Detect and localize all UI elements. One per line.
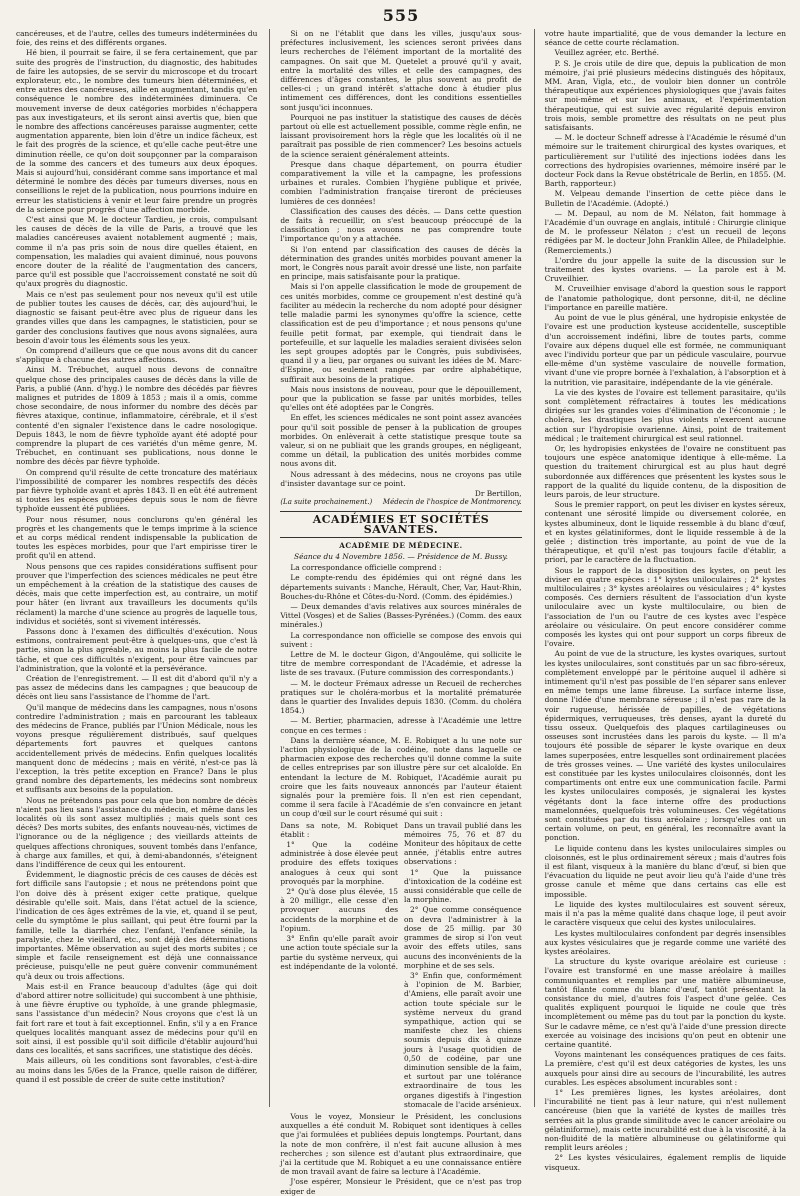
paragraph: J'ose espérer, Monsieur le Président, que ce n'est pas trop exiger de — [280, 1177, 522, 1196]
paragraph: Les kystes multiloculaires confondent par degrés insensibles aux kystes vésiculaires que je regarde comme une variété des kystes aréolaires. — [544, 928, 786, 956]
paragraph: Le liquide des kystes multiloculaires est souvent séreux, mais il n'a pas la même qualité dans chaque loge, il peut avoir le caractère visqueux que celui des kystes uniloculaires. — [544, 899, 786, 928]
paragraph: cancéreuses, et de l'autre, celles des tumeurs indéterminées du foie, des reins et des différents organes. — [16, 29, 258, 48]
author-signature: Dr Bertillon, — [474, 488, 522, 498]
paragraph: La vie des kystes de l'ovaire est tellement parasitaire, qu'ils sont complètement réfractaires à toutes les médications dirigées sur les grandes voies d'élimination de l'économie ; le choléra, les drastiques les plus violents n'exercent aucune action sur l'hydropisie ovarienne. Ainsi, point de traitement médical ; le traitement chirurgical est seul rationnel. — [544, 387, 786, 443]
paragraph: Sous le premier rapport, on peut les diviser en kystes séreux, contenant une sérosité limpide ou diversement colorée, en kystes albumineux, dont le liquide ressemble à du blanc d'œuf, et en kystes gélatiniformes, dont le liquide ressemble à de la gelée ; distinction très importante, au point de vue de la thérapeutique, et qu'il n'est pas toujours facile d'établir, a priori, par le caractère de la fluctuation. — [544, 500, 786, 565]
paragraph: Dans la dernière séance, M. E. Robiquet a lu une note sur l'action physiologique de la codéine, note dans laquelle ce pharmacien expose des recherches qu'il donne comme la suite de celles entreprises par son illustre père sur cet alcaloïde. En entendant la lecture de M. Robiquet, l'Académie aurait pu croire que les faits nouveaux annoncés par l'auteur étaient signalés pour la première fois. Il n'en est rien cependant, comme il sera facile à l'Académie de s'en convaincre en jetant un coup d'œil sur le court résumé qui suit : — [280, 735, 522, 819]
paragraph: 1° Les premières lignes, les kystes aréolaires, dont l'incurabilité ne tient pas à leur nature, qui n'est nullement cancéreuse (bien que la variété de kystes de mailles très serrées ait la plus grande similitude avec le cancer aréolaire ou gélatiniforme), mais cette incurabilité est due à la viscosité, à la non-fluidité de la matière albumineuse ou gélatiniforme qui remplit leurs aréoles ; — [544, 1087, 786, 1153]
paragraph: Classification des causes des décès. — Dans cette question de faits à recueillir, on s'est beaucoup préoccupé de la classification ; nous avouons ne pas comprendre toute l'importance qu'on y a attachée. — [280, 206, 522, 244]
list-item: 3° Enfin qu'elle paraît avoir une action toute spéciale sur la partie du système nerveux, qui est indépendante de la volonté. — [280, 934, 398, 971]
list-item: 3° Enfin que, conformément à l'opinion de M. Barbier, d'Amiens, elle paraît avoir une action toute spéciale sur le système nerveux du grand sympathique, action qui se manifeste chez les chiens soumis depuis dix à quinze jours à l'usage quotidien de 0,50 de codéine, par une diminution sensible de la faim, et surtout par une tolérance extraordinaire de tous les organes digestifs à l'ingestion stomacale de l'acide arsénieux. — [404, 970, 522, 1109]
comparison-right — [404, 821, 522, 1110]
list-intro: Dans sa note, M. Robiquet établit : — [280, 820, 398, 839]
paragraph: Hé bien, il pourrait se faire, il se fera certainement, que par suite des progrès de l'instruction, du diagnostic, des habitudes de faire les autopsies, de se servir du microscope et du trocart explorateur, etc., le nombre des tumeurs bien déterminées, et entre autres des cancéreuses, aille en augmentant, tandis qu'en conséquence le nombre des indéterminées diminuera. Ce mouvement inverse de deux catégories morbides n'échappera pas aux investigateurs, et ils seront ainsi avertis que, bien que le nombre des affections cancéreuses paraisse augmenter, cette augmentation apparente, bien loin d'être un indice fâcheux, est le fait des progrès de la science, et qu'elle cache peut-être une diminution réelle, ce qu'on doit soupçonner par la comparaison de la somme des cancers et des tumeurs aux deux époques. Mais si aujourd'hui, considérant comme sans importance et mal déterminé le nombre des décès par tumeurs diverses, nous en conseillions le rejet de la publication, nous pourrions induire en erreur les statisticiens à venir et leur faire prendre un progrès de la science pour progrès d'une affection morbide. — [16, 48, 258, 214]
paragraph: La structure du kyste ovarique aréolaire est curieuse : l'ovaire est transformé en une masse aréolaire à mailles communiquantes et remplies par une matière albumineuse, tantôt filante comme du blanc d'œuf, tantôt présentant la consistance du miel, d'autres fois l'aspect d'une gelée. Ces qualités expliquent pourquoi le liquide ne coule que très incomplètement ou même pas du tout par la ponction du kyste. Sur le cadavre même, ce n'est qu'à l'aide d'une pression directe exercée au voisinage des incisions qu'on peut en obtenir une certaine quantité. — [544, 957, 786, 1049]
paragraph: Pourquoi ne pas instituer la statistique des causes de décès partout où elle est actuellement possible, comme règle enfin, ne laissant provisoirement hors la règle que les localités où il ne paraîtrait pas possible de rien commencer? Les besoins actuels de la science seraient généralement atteints. — [280, 112, 522, 159]
column-1 — [16, 29, 257, 1107]
paragraph: Sous le rapport de la disposition des kystes, on peut les diviser en quatre espèces : 1° kystes uniloculaires ; 2° kystes multiloculaires ; 3° kystes aréolaires ou vésiculaires ; 4° kystes composés. Ces derniers résultent de l'association d'un kyste uniloculaire avec un kyste multiloculaire, ou bien de l'association de l'un ou l'autre de ces kystes avec l'espèce aréolaire ou vésiculaire. On peut encore considérer comme composés les kystes qui ont pour support un corps fibreux de l'ovaire. — [544, 565, 786, 649]
paragraph: En effet, les sciences médicales ne sont point assez avancées pour qu'il soit possible de penser à la publication de groupes morbides. On enlèverait à cette statistique presque toute sa valeur, si on ne publiait que les grands groupes, en négligeant, comme un détail, la publication des unités morbides comme nous avons dit. — [280, 413, 522, 469]
comparison-columns — [280, 821, 521, 1110]
paragraph: 2° Les kystes vésiculaires, également remplis de liquide visqueux. — [544, 1153, 786, 1172]
paragraph: Mais est-il en France beaucoup d'adultes (âge qui doit d'abord attirer notre sollicitude) qui succombent à une phthisie, à une fièvre éruptive ou typhoïde, à une grande phlegmasie, sans l'assistance d'un médecin? Nous croyons que c'est là un fait fort rare et tout à fait exceptionnel. Enfin, s'il y a en France quelques localités manquant assez de médecins pour qu'il en soit ainsi, il est possible qu'il soit difficile d'établir aujourd'hui dans ces localités, et sans sacrifices, une statistique des décès. — [16, 981, 258, 1056]
comparison-left — [280, 821, 398, 1110]
paragraph: M. Velpeau demande l'insertion de cette pièce dans le Bulletin de l'Académie. (Adopté.) — [544, 189, 786, 208]
paragraph: Lettre de M. le docteur Gigon, d'Angoulême, qui sollicite le titre de membre correspondant de l'Académie, et adresse la liste de ses travaux. (Future commission des correspondants.) — [280, 650, 522, 678]
paragraph: M. Cruveilhier envisage d'abord la question sous le rapport de l'anatomie pathologique, dont personne, dit-il, ne décline l'importance en pareille matière. — [544, 284, 786, 312]
paragraph: Qu'il manque de médecins dans les campagnes, nous n'osons contredire l'administration ; mais en parcourant les tableaux des médecins de France, publiés par l'Union Médicale, nous les voyons presque régulièrement distribués, sauf quelques départements fort pauvres et quelques cantons accidentellement privés de médecins. Enfin quelques localités manquent donc de médecins ; mais en vérité, n'est-ce pas là l'exception, la très petite exception en France? Dans le plus grand nombre des départements, les médecins sont nombreux et suffisants aux besoins de la population. — [16, 702, 258, 795]
paragraph: Au point de vue de la structure, les kystes ovariques, surtout les kystes uniloculaires, sont constitués par un sac fibro-séreux, complètement enveloppé par le péritoine auquel il adhère si intimement qu'il n'est pas possible de l'en séparer sans enlever en même temps une lame fibreuse. La surface interne lisse, donne l'idée d'une membrane séreuse ; il n'est pas rare de la voir rugueuse, hérissée de papilles, de végétations épidermiques, verruqueuses, très denses, ayant la dureté du tissu osseux. Quelquefois des plaques cartilagineuses ou osseuses sont incrustées dans les parois du kyste. — Il m'a toujours été possible de séparer le kyste ovarique en deux lames superposées, entre lesquelles sont ordinairement placées de très grosses veines. — Une variété des kystes uniloculaires est constituée par les kystes uniloculaires cloisonnés, dont les compartiments ont entre eux une communication facile. Parmi les kystes uniloculaires composés, je signalerai les kystes végétants dont la face interne offre des productions mamelonnées, quelquefois très volumineuses. Ces végétations sont constituées par du tissu aréolaire ; lorsqu'elles ont un certain volume, on peut, en général, les reconnaître avant la ponction. — [544, 649, 786, 843]
paragraph: Veuillez agréer, etc. Berthé. — [554, 48, 659, 58]
column-2 — [269, 29, 522, 1196]
paragraph: — M. Depaul, au nom de M. Nélaton, fait hommage à l'Académie d'un ouvrage en anglais, intitulé : Chirurgie clinique de M. le professeur Nélaton ; c'est un recueil de leçons rédigées par M. le docteur John Franklin Allee, de Philadelphie. (Remerciements.) — [544, 208, 786, 255]
paragraph: Mais ailleurs, où les conditions sont favorables, c'est-à-dire au moins dans les 5/6es de la France, quelle raison de différer, quand il est possible de créer de suite cette institution? — [16, 1056, 258, 1084]
author-title: Médecin de l'hospice de Montmorency. — [382, 498, 522, 507]
list-item: 2° Qu'à dose plus élevée, 15 à 20 milligr., elle cesse d'en provoquer aucuns des accidents de la morphine et de l'opium. — [280, 887, 398, 933]
session-info: Séance du 4 Novembre 1856. — Présidence de M. Bussy. — [294, 551, 508, 561]
paragraph: Vous le voyez, Monsieur le Président, les conclusions auxquelles a été conduit M. Robiquet sont identiques à celles que j'ai formulées et publiées depuis longtemps. Pourtant, dans la note de mon confrère, il n'est fait aucune allusion à mes recherches ; son silence est d'autant plus extraordinaire, que j'ai la certitude que M. Robiquet a eu une connaissance entière de mon travail avant de faire sa lecture à l'Académie. — [280, 1111, 522, 1177]
paragraph: votre haute impartialité, que de vous demander la lecture en séance de cette courte réclamation. — [544, 29, 786, 48]
paragraph: Nous ne prétendons pas pour cela que bon nombre de décès n'aient pas lieu sans l'assistance du médecin, et même dans les localités où ils sont assez multipliés ; mais quels sont ces décès? Des morts subites, des enfants nouveau-nés, victimes de l'ignorance ou de la négligence ; des vieillards atteints de quelques affections chroniques, souvent tombés dans l'enfance, à charge aux familles, et qui, à demi-abandonnés, s'éteignent dans l'indifférence de ceux qui les entourent. — [16, 795, 258, 870]
paragraph: Presque dans chaque département, on pourra étudier comparativement la ville et la campagne, les professions urbaines et rurales. Combien l'hygiène publique et privée, combien l'administration française tireront de précieuses lumières de ces données! — [280, 159, 522, 206]
paragraph: Or, les hydropisies enkystées de l'ovaire ne constituent pas toujours une espèce anatomique identique à elle-même. La question du traitement chirurgical est au plus haut degré subordonnée aux différences que présentent les kystes sous le rapport de la qualité du liquide contenu, de la disposition de leurs parois, de leur structure. — [544, 443, 786, 499]
section-title: ACADÉMIES ET SOCIÉTÉS SAVANTES. — [280, 511, 521, 537]
paragraph: Ainsi M. Trébuchet, auquel nous devons de connaître quelque chose des principales causes de décès dans la ville de Paris, a publié (Ann. d'hyg.) le nombre des décédés par fièvres malignes et putrides de 1809 à 1853 ; mais il a omis, comme chose secondaire, de nous informer du nombre des décès par fièvres ataxique, continue, inflammatoire, cérébrale, et il s'est contenté d'en signaler l'existence dans le cadre nosologique. Depuis 1843, le nom de fièvre typhoïde ayant été adopté pour comprendre la plupart de ces variétés d'un même genre, M. Trébuchet, en continuant ses publications, nous donne le nombre des décès par fièvre typhoïde. — [16, 365, 258, 467]
paragraph: Nous adressant à des médecins, nous ne croyons pas utile d'insister davantage sur ce point. — [280, 469, 522, 488]
paragraph: Au point de vue le plus général, une hydropisie enkystée de l'ovaire est une production kysteuse accidentelle, susceptible d'un accroissement indéfini, libre de toutes parts, comme l'ovaire aux dépens duquel elle est formée, ne communiquant avec l'individu porteur que par un pédicule vasculaire, pourvue elle-même d'un système vasculaire de nouvelle formation, vivant d'une vie propre bornée à l'exhalation, à l'absorption et à la nutrition, vie parasitaire, indépendante de la vie générale. — [544, 313, 786, 387]
column-3 — [534, 29, 786, 1172]
paragraph: Nous pensons que ces rapides considérations suffisent pour prouver que l'imperfection des sciences médicales ne peut être un empêchement à la création de la statistique des causes de décès, mais que cette imperfection est, au contraire, un motif pour hâter (en livrant aux travailleurs les documents qu'ils réclament) la marche d'une science au progrès de laquelle tous, individus et sociétés, sont si vivement intéressés. — [16, 561, 258, 626]
list-item: 1° Que la codéine administrée à dose élevée peut produire des effets toxiques analogues à ceux qui sont provoqués par la morphine. — [280, 840, 398, 886]
article-footer — [280, 498, 521, 507]
paragraph: La correspondance non officielle se compose des envois qui suivent : — [280, 630, 522, 649]
page-number: 555 — [382, 6, 420, 25]
subsection-title: ACADÉMIE DE MÉDECINE. — [339, 540, 463, 550]
columns — [16, 29, 786, 1196]
to-be-continued: (La suite prochainement.) — [280, 498, 373, 507]
list-item: 1° Que la puissance d'intoxication de la codéine est aussi considérable que celle de la morphine. — [404, 867, 522, 905]
paragraph: Pour nous résumer, nous conclurons qu'en général les progrès et les changements que le temps imprime à la science et au corps médical rendent indispensable la publication de toutes les espèces morbides, pour que l'art empirisse tirer le profit qu'il en attend. — [16, 514, 258, 561]
paragraph: Passons donc à l'examen des difficultés d'exécution. Nous estimons, contrairement peut-être à quelques-uns, que c'est là partie, sinon la plus agréable, au moins la plus facile de notre tâche, et que ces difficultés n'exigent, pour être vaincues par l'administration, que la volonté et la persévérance. — [16, 627, 258, 673]
paragraph: Création de l'enregistrement. — Il est dit d'abord qu'il n'y a pas assez de médecins dans les campagnes ; que beaucoup de décès ont lieu sans l'assistance de l'homme de l'art. — [16, 674, 258, 702]
paragraph: On comprend qu'il résulte de cette troncature des matériaux l'impossibilité de comparer les nombres respectifs des décès par fièvre typhoïde avant et après 1843. Il en eût été autrement si toutes les espèces groupées depuis sous le nom de fièvre typhoïde eussent été publiées. — [16, 467, 258, 514]
paragraph: P. S. Je crois utile de dire que, depuis la publication de mon mémoire, j'ai prié plusieurs médecins distingués des hôpitaux, MM. Aran, Vigla, etc., de vouloir bien donner un contrôle thérapeutique aux expériences physiologiques que j'avais faites sur moi-même et sur les animaux, et l'expérimentation thérapeutique, qui est suivie avec régularité depuis environ trois mois, semble promettre des résultats on ne peut plus satisfaisants. — [544, 58, 786, 133]
paragraph: — M. le docteur Frémaux adresse un Recueil de recherches pratiques sur le choléra-morbus et la mortalité prématurée dans le quartier des Invalides depuis 1830. (Comm. du choléra 1854.) — [280, 678, 522, 716]
list-item: 2° Que comme conséquence on devra l'administrer à la dose de 25 millig. par 30 grammes de sirop si l'on veut avoir des effets utiles, sans aucuns des inconvénients de la morphine et de ses sels. — [404, 905, 522, 970]
paragraph: Le compte-rendu des épidémies qui ont régné dans les départements suivants : Manche, Hérault, Cher, Var, Haut-Rhin, Bouches-du-Rhône et Côtes-du-Nord. (Comm. des épidémies.) — [280, 573, 522, 601]
paragraph: Évidemment, le diagnostic précis de ces causes de décès est fort difficile sans l'autopsie ; et nous ne prétendons point que l'on doive dès à présent exiger cette pratique, quelque désirable qu'elle soit. Mais, dans l'état actuel de la science, l'indication de ces âges extrêmes de la vie, et, quand il se peut, celle du symptôme le plus saillant, qui peut être fourni par la famille, telle la diarrhée chez l'enfant, l'enfance sénile, la paralysie, chez le vieillard, etc., sont déjà des déterminations importantes. Même observation au sujet des morts subites ; ce simple et facile renseignement est déjà une connaissance précieuse, puisqu'elle ne peut guère convenir communément qu'à deux ou trois affections. — [16, 870, 258, 981]
paragraph: Voyons maintenant les conséquences pratiques de ces faits. La première, c'est qu'il est deux catégories de kystes, les uns auxquels pour ainsi dire au secours de l'incurabilité, les autres curables. Les espèces absolument incurables sont : — [544, 1050, 786, 1087]
paragraph: Le liquide contenu dans les kystes uniloculaires simples ou cloisonnés, est le plus ordinairement séreux ; mais d'autres fois il est filant, visqueux à la manière du blanc d'œuf, si bien que l'évacuation du liquide ne peut avoir lieu qu'à l'aide d'une très grosse canule et même que dans certains cas elle est impossible. — [544, 843, 786, 899]
paragraph: — M. Bertier, pharmacien, adresse à l'Académie une lettre conçue en ces termes : — [280, 716, 522, 735]
paragraph: — M. le docteur Schneff adresse à l'Académie le résumé d'un mémoire sur le traitement chirurgical des kystes ovariques, et particulièrement sur l'utilité des injections iodées dans les corrections des hydropisies ovariennes, mémoire inséré par le docteur Fock dans la Revue obstétricale de Berlin, en 1855. (M. Barth, rapporteur.) — [544, 133, 786, 189]
paragraph: Mais si l'on appelle classification le mode de groupement de ces unités morbides, comme ce groupement n'est destiné qu'à faciliter au médecin la recherche du nom adopté pour désigner telle maladie parmi les synonymes qu'offre la science, cette classification est de peu d'importance ; et nous pensons qu'une feuille petit format, par exemple, qui tiendrait dans le portefeuille, et sur laquelle les maladies seraient divisées selon les sept groupes adoptés par le Congrès, puis subdivisées, quand il y a lieu, par organes ou suivant les idées de M. Marc-d'Espine, ou seulement rangées par ordre alphabétique, suffirait aux besoins de la pratique. — [280, 282, 522, 384]
paragraph: Mais nous insistons de nouveau, pour que le dépouillement, pour que la publication se fasse par unités morbides, telles qu'elles ont été adoptées par le Congrès. — [280, 384, 522, 413]
paragraph: On comprend d'ailleurs que ce que nous avons dit du cancer s'applique à chacune des autres affections. — [16, 345, 258, 365]
paragraph: Si l'on entend par classification des causes de décès la détermination des grandes unités morbides pouvant amener la mort, le Congrès nous paraît avoir dressé une liste, non parfaite en principe, mais satisfaisante pour la pratique. — [280, 244, 522, 282]
paragraph: La correspondance officielle comprend : — [290, 563, 442, 573]
list-intro: Dans un travail publié dans les mémoires 75, 76 et 87 du Moniteur des hôpitaux de cette année, j'établis entre autres observations : — [404, 820, 522, 867]
paragraph: L'ordre du jour appelle la suite de la discussion sur le traitement des kystes ovariens. — La parole est à M. Cruveilhier. — [544, 255, 786, 284]
paragraph: C'est ainsi que M. le docteur Tardieu, je crois, compulsant les causes de décès de la ville de Paris, a trouvé que les maladies cancéreuses avaient notablement augmenté ; mais, comme il n'a pas pris soin de nous dire quelles étaient, en compensation, les maladies qui avaient diminué, nous pouvons encore douter de la réalité de l'augmentation des cancers, parce qu'il est possible que l'accroissement constaté ne soit dû qu'aux progrès du diagnostic. — [16, 215, 258, 289]
paragraph: Si on ne l'établit que dans les villes, jusqu'aux sous-préfectures inclusivement, les sciences seront privées dans leurs recherches de l'élément important de la mortalité des campagnes. On sait que M. Quetelet a prouvé qu'il y avait, entre la mortalité des villes et celle des campagnes, des différences d'âges constantes, le plus souvent au profit de celles-ci ; un grand intérêt s'attache donc à étudier plus intimement ces différences, dont les conditions essentielles sont jusqu'ici inconnues. — [280, 29, 522, 112]
paragraph: — Deux demandes d'avis relatives aux sources minérales de Vittel (Vosges) et de Salies (Basses-Pyrénées.) (Comm. des eaux minérales.) — [280, 601, 522, 630]
paragraph: Mais ce n'est pas seulement pour nos neveux qu'il est utile de publier toutes les causes de décès, car, dès aujourd'hui, le diagnostic se faisant peut-être avec plus de rigueur dans les grandes villes que dans les campagnes, le statisticien, pour se garder des conclusions fautives que nous avons signalées, aura besoin d'avoir tous les éléments sous les yeux. — [16, 289, 258, 345]
